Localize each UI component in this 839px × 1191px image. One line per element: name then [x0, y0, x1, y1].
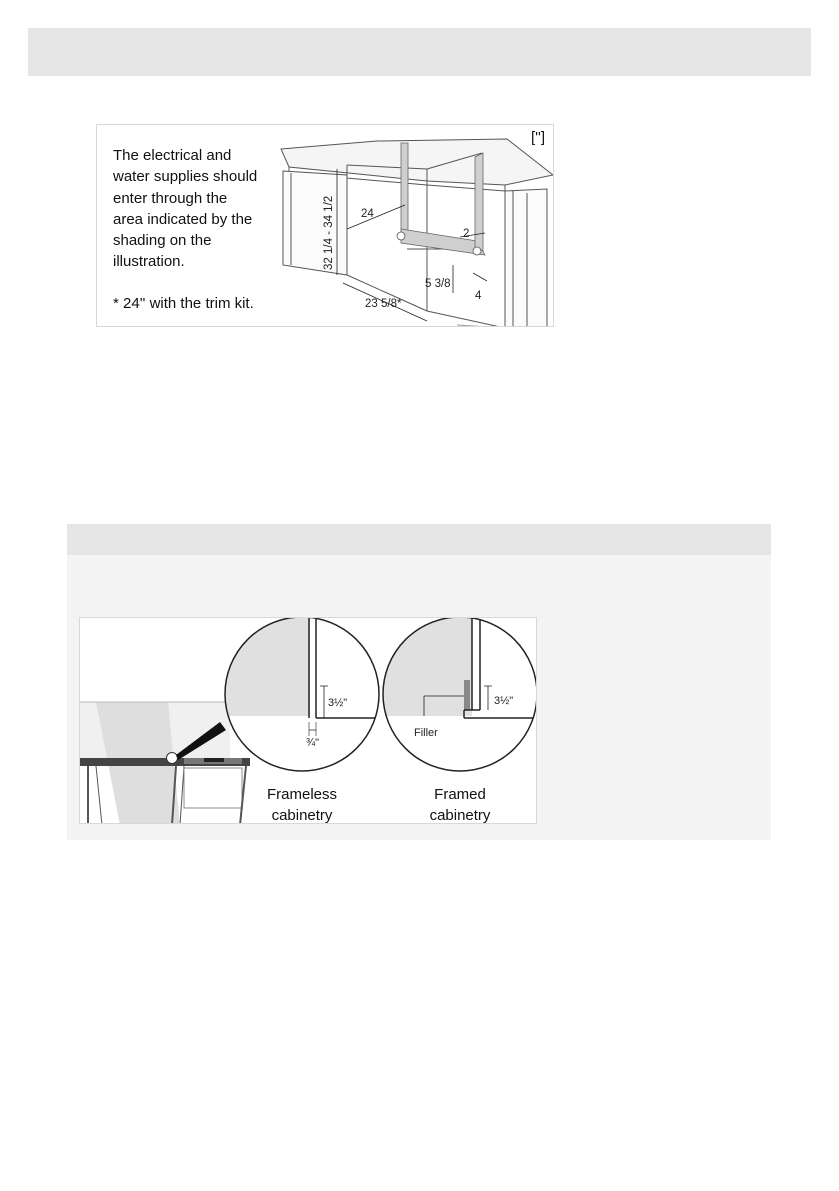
cabinet-opening-drawing	[277, 125, 554, 327]
cabinetry-section	[67, 524, 771, 840]
instruction-line: water supplies should	[113, 168, 258, 186]
bottom-height-label: 5 3/8	[425, 278, 451, 290]
section-header-bar	[67, 524, 771, 555]
width-label: 23 5/8*	[365, 298, 402, 310]
frameless-thickness-label: ¾"	[306, 737, 320, 749]
supply-area-side	[475, 153, 483, 251]
instruction-line: illustration.	[113, 253, 185, 271]
frameless-caption	[247, 784, 357, 824]
page-header-bar	[28, 28, 811, 76]
unit-marker: ['']	[530, 129, 545, 146]
cabinetry-types-figure	[79, 617, 537, 824]
framed-caption-line: Framed	[434, 786, 486, 803]
instruction-line: shading on the	[113, 232, 212, 250]
framed-caption-line: cabinetry	[429, 807, 491, 824]
bottom-offset-label: 4	[475, 290, 482, 302]
side-clearance-label: 2	[463, 228, 470, 240]
filler-label: Filler	[414, 727, 438, 739]
frameless-magnifier	[220, 618, 400, 776]
installation-dimensions-figure	[96, 124, 554, 327]
instruction-line: enter through the	[113, 189, 228, 207]
trim-kit-footnote: * 24'' with the trim kit.	[113, 295, 254, 312]
height-range-label: 32 1/4 - 34 1/2	[323, 195, 335, 270]
frameless-caption-line: Frameless	[266, 786, 337, 803]
framed-caption	[405, 784, 515, 824]
instruction-line: The electrical and	[113, 147, 232, 164]
frameless-height-label: 3½"	[328, 697, 348, 709]
cabinet-scene	[80, 702, 250, 824]
frameless-caption-line: cabinetry	[271, 807, 333, 824]
framed-height-label: 3½"	[494, 695, 514, 707]
instruction-line: area indicated by the	[113, 210, 253, 228]
depth-label: 24	[361, 208, 374, 220]
supply-area-rear	[401, 143, 408, 235]
right-cabinet	[505, 189, 547, 327]
supply-area-floor	[401, 229, 485, 255]
supply-instructions	[113, 145, 283, 273]
framed-magnifier	[380, 618, 537, 776]
